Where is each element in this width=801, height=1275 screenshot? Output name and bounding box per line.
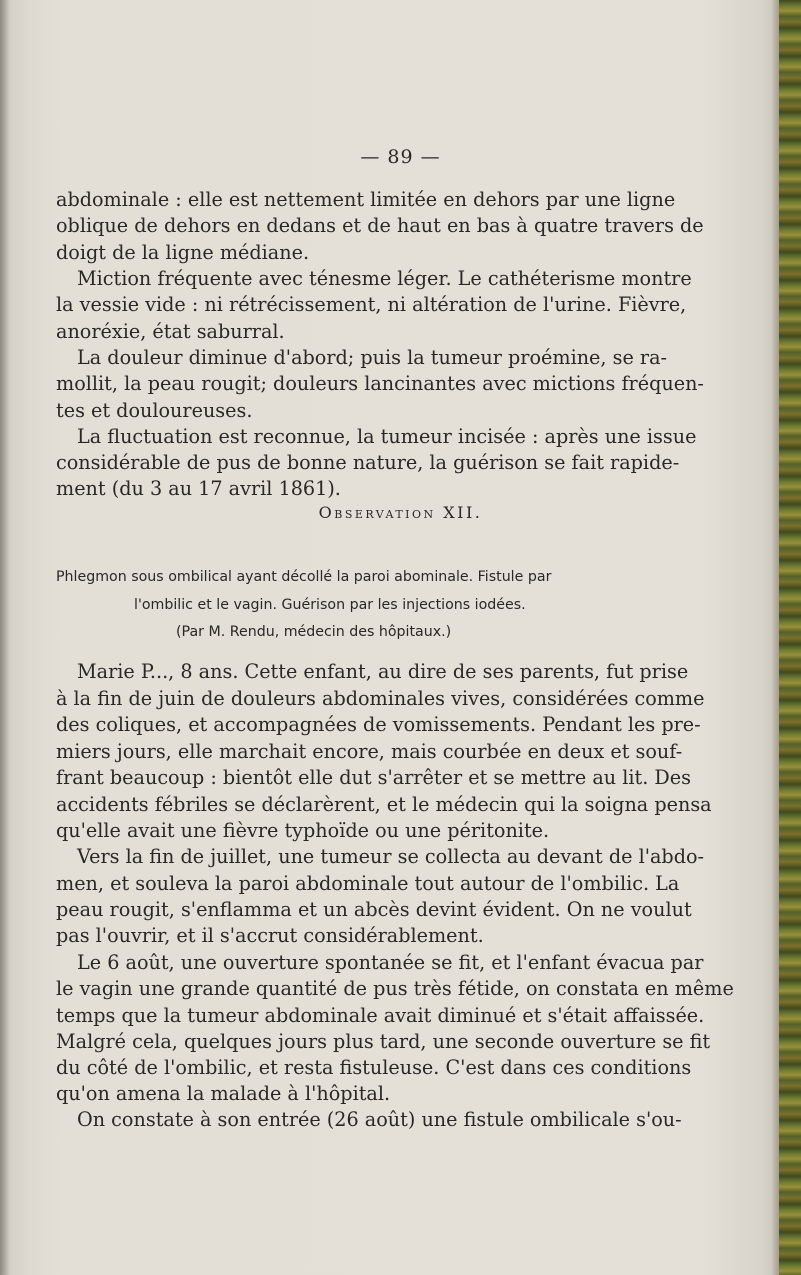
page-number: — 89 — [360, 146, 441, 168]
text-line: temps que la tumeur abdominale avait diminué et s'était affaissée. [56, 1004, 705, 1027]
text-line: pas l'ouvrir, et il s'accrut considérablement. [56, 924, 484, 947]
page-edge-binding [779, 0, 801, 1275]
text-line: frant beaucoup : bientôt elle dut s'arrêter et se mettre au lit. Des [56, 766, 691, 789]
text-line: men, et souleva la paroi abdominale tout autour de l'ombilic. La [56, 872, 680, 895]
text-line: accidents fébriles se déclarèrent, et le médecin qui la soigna pensa [56, 793, 712, 816]
text-line: Vers la fin de juillet, une tumeur se collecta au devant de l'abdo- [77, 845, 705, 868]
summary-line: Phlegmon sous ombilical ayant décollé la paroi abominale. Fistule par [56, 569, 552, 585]
text-line: La douleur diminue d'abord; puis la tumeur proémine, se ra- [77, 346, 668, 369]
text-line: qu'on amena la malade à l'hôpital. [56, 1082, 391, 1105]
text-line: La fluctuation est reconnue, la tumeur incisée : après une issue [77, 425, 697, 448]
text-line: mollit, la peau rougit; douleurs lancinantes avec mictions fréquen- [56, 372, 704, 395]
summary-line: l'ombilic et le vagin. Guérison par les injections iodées. [134, 597, 526, 613]
text-line: tes et douloureuses. [56, 399, 253, 422]
text-line: des coliques, et accompagnées de vomissements. Pendant les pre- [56, 713, 701, 736]
text-line: anoréxie, état saburral. [56, 320, 285, 343]
summary-line: (Par M. Rendu, médecin des hôpitaux.) [176, 624, 452, 640]
text-line: doigt de la ligne médiane. [56, 241, 310, 264]
text-line: Malgré cela, quelques jours plus tard, une seconde ouverture se fit [56, 1030, 711, 1053]
text-line: du côté de l'ombilic, et resta fistuleuse. C'est dans ces conditions [56, 1056, 692, 1079]
text-line: miers jours, elle marchait encore, mais courbée en deux et souf- [56, 740, 683, 763]
text-line: Le 6 août, une ouverture spontanée se fit, et l'enfant évacua par [77, 951, 704, 974]
text-line: oblique de dehors en dedans et de haut en bas à quatre travers de [56, 214, 704, 237]
text-line: On constate à son entrée (26 août) une fistule ombilicale s'ou- [77, 1108, 682, 1131]
page-gutter-shadow [0, 0, 10, 1275]
text-line: Miction fréquente avec ténesme léger. Le cathéterisme montre [77, 267, 692, 290]
text-line: ment (du 3 au 17 avril 1861). [56, 477, 341, 500]
text-line: le vagin une grande quantité de pus très fétide, on constata en même [56, 977, 734, 1000]
observation-heading: Observation XII. [318, 503, 483, 522]
text-line: abdominale : elle est nettement limitée en dehors par une ligne [56, 188, 676, 211]
text-line: qu'elle avait une fièvre typhoïde ou une péritonite. [56, 819, 550, 842]
text-line: Marie P..., 8 ans. Cette enfant, au dire de ses parents, fut prise [77, 660, 689, 683]
text-line: peau rougit, s'enflamma et un abcès devint évident. On ne voulut [56, 898, 692, 921]
text-line: la vessie vide : ni rétrécissement, ni altération de l'urine. Fièvre, [56, 293, 687, 316]
text-line: considérable de pus de bonne nature, la guérison se fait rapide- [56, 451, 680, 474]
text-line: à la fin de juin de douleurs abdominales vives, considérées comme [56, 687, 705, 710]
